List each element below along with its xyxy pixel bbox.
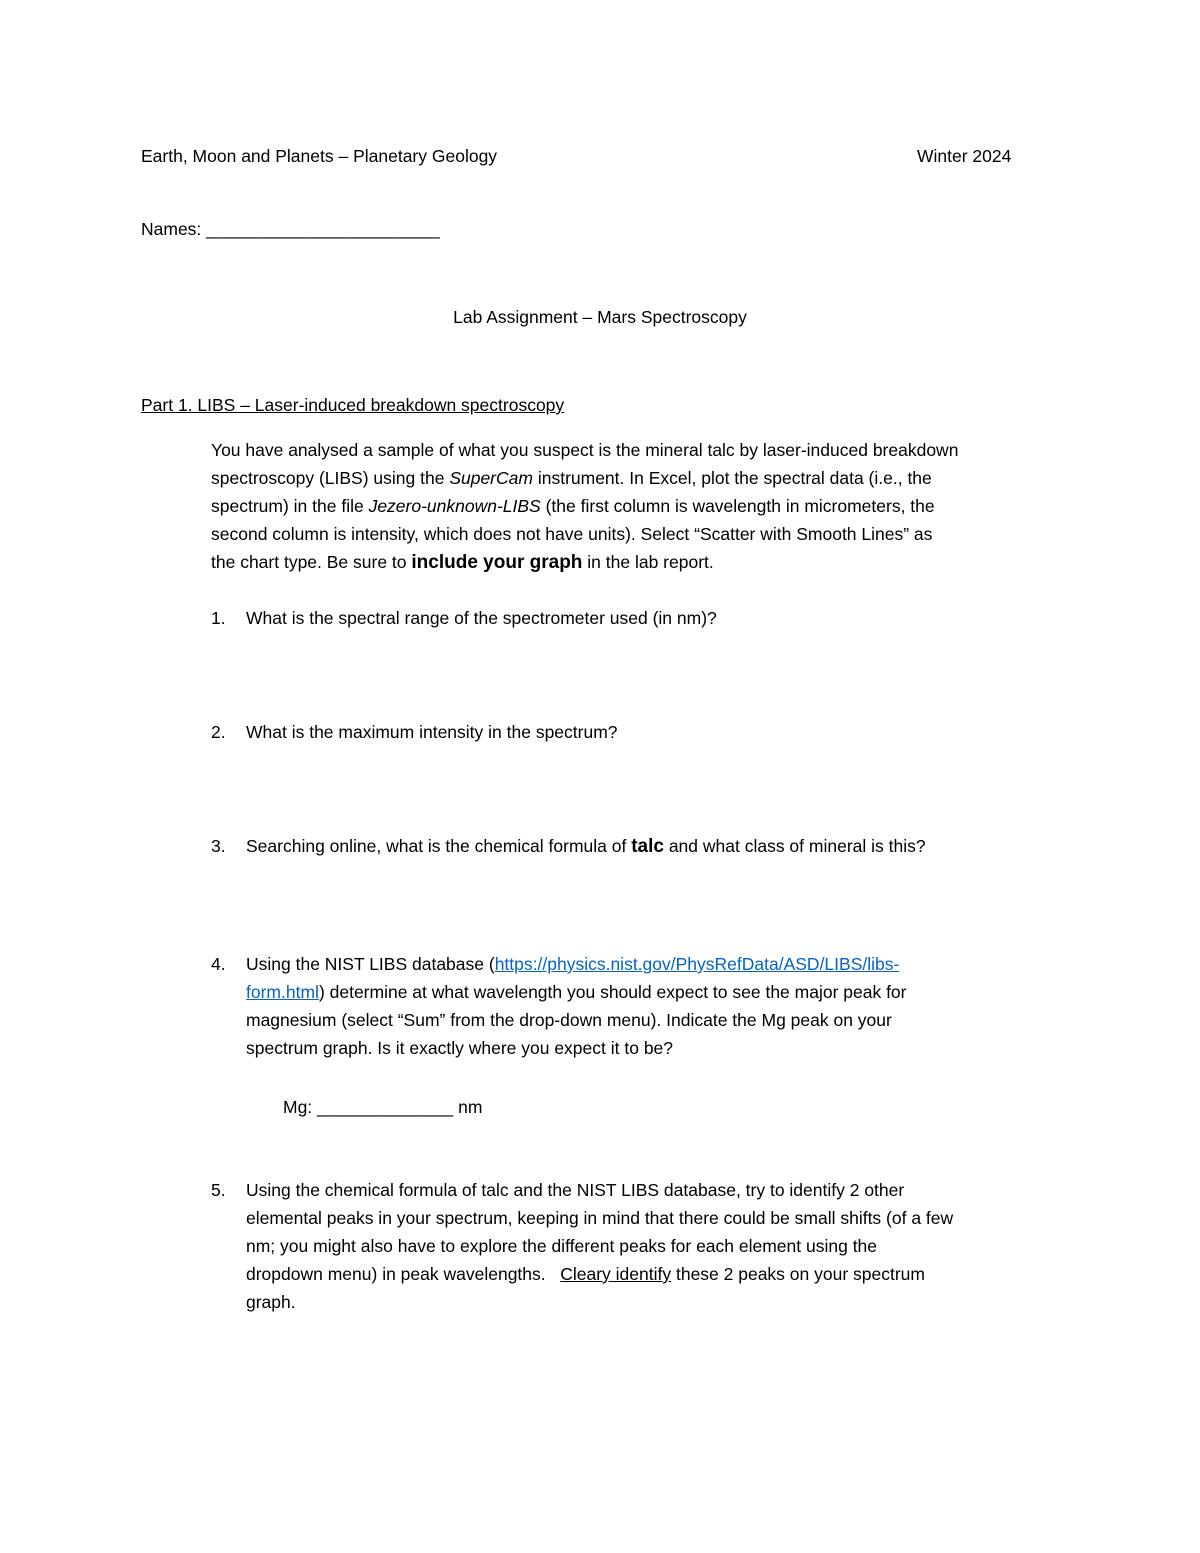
question-number: 5. xyxy=(211,1180,226,1200)
question-line: spectrum graph. Is it exactly where you expect it to be? xyxy=(246,1038,674,1058)
course-title: Earth, Moon and Planets – Planetary Geology xyxy=(141,146,498,166)
question-line: Using the chemical formula of talc and the NIST LIBS database, try to identify 2 other xyxy=(246,1180,905,1200)
instrument-name: SuperCam xyxy=(449,468,533,488)
question-text-part: these 2 peaks on your spectrum xyxy=(671,1264,925,1284)
question-line xyxy=(246,978,1061,1006)
question-number: 3. xyxy=(211,836,226,856)
question-number: 4. xyxy=(211,954,226,974)
question-text-part: dropdown menu) in peak wavelengths. xyxy=(246,1264,561,1284)
question-4 xyxy=(211,950,1061,1062)
mg-answer-blank: Mg: ______________ nm xyxy=(283,1097,483,1117)
question-text-part: Searching online, what is the chemical formula of xyxy=(246,836,632,856)
question-number: 1. xyxy=(211,608,226,628)
question-text xyxy=(246,950,1061,1062)
intro-text: in the lab report. xyxy=(582,552,714,572)
intro-line-3 xyxy=(211,492,1061,520)
intro-line-2 xyxy=(211,464,1061,492)
intro-line-4: second column is intensity, which does not have units). Select “Scatter with Smooth Lines” as xyxy=(211,524,933,544)
question-line: elemental peaks in your spectrum, keeping in mind that there could be small shifts (of a few xyxy=(246,1208,954,1228)
term-label: Winter 2024 xyxy=(917,146,1012,166)
nist-libs-link-cont[interactable]: form.html xyxy=(246,982,319,1002)
question-text: What is the maximum intensity in the spectrum? xyxy=(246,722,618,742)
question-3 xyxy=(211,832,1061,861)
question-line: magnesium (select “Sum” from the drop-down menu). Indicate the Mg peak on your xyxy=(246,1010,892,1030)
nist-libs-link[interactable]: https://physics.nist.gov/PhysRefData/ASD/LIBS/libs- xyxy=(494,954,900,974)
file-name: Jezero-unknown-LIBS xyxy=(368,496,541,516)
question-text: What is the spectral range of the spectrometer used (in nm)? xyxy=(246,608,717,628)
intro-line-1: You have analysed a sample of what you suspect is the mineral talc by laser-induced breakdown xyxy=(211,440,959,460)
question-text xyxy=(246,832,1061,861)
question-text-part: Using the NIST LIBS database ( xyxy=(246,954,495,974)
question-line: graph. xyxy=(246,1292,296,1312)
question-line: nm; you might also have to explore the different peaks for each element using the xyxy=(246,1236,878,1256)
question-text-part: ) determine at what wavelength you should expect to see the major peak for xyxy=(318,982,907,1002)
question-number: 2. xyxy=(211,722,226,742)
underlined-text: Cleary identify xyxy=(560,1264,672,1284)
intro-paragraph xyxy=(211,436,1061,577)
intro-text: the chart type. Be sure to xyxy=(211,552,412,572)
intro-text: spectroscopy (LIBS) using the xyxy=(211,468,450,488)
names-field: Names: ________________________ xyxy=(141,219,440,239)
intro-text: (the first column is wavelength in micrometers, the xyxy=(540,496,935,516)
page-title: Lab Assignment – Mars Spectroscopy xyxy=(453,307,747,327)
question-text xyxy=(246,1176,1061,1316)
intro-line-5 xyxy=(211,548,1061,577)
question-5 xyxy=(211,1176,1061,1316)
intro-text: instrument. In Excel, plot the spectral data (i.e., the xyxy=(532,468,932,488)
question-text-part: and what class of mineral is this? xyxy=(663,836,926,856)
question-line xyxy=(246,1260,1061,1288)
question-2 xyxy=(211,718,1061,746)
emphasis-text: talc xyxy=(631,836,664,857)
question-line xyxy=(246,950,1061,978)
part1-heading: Part 1. LIBS – Laser-induced breakdown spectroscopy xyxy=(141,395,565,415)
intro-text: spectrum) in the file xyxy=(211,496,369,516)
question-1 xyxy=(211,604,1061,632)
emphasis-text: include your graph xyxy=(411,552,583,573)
